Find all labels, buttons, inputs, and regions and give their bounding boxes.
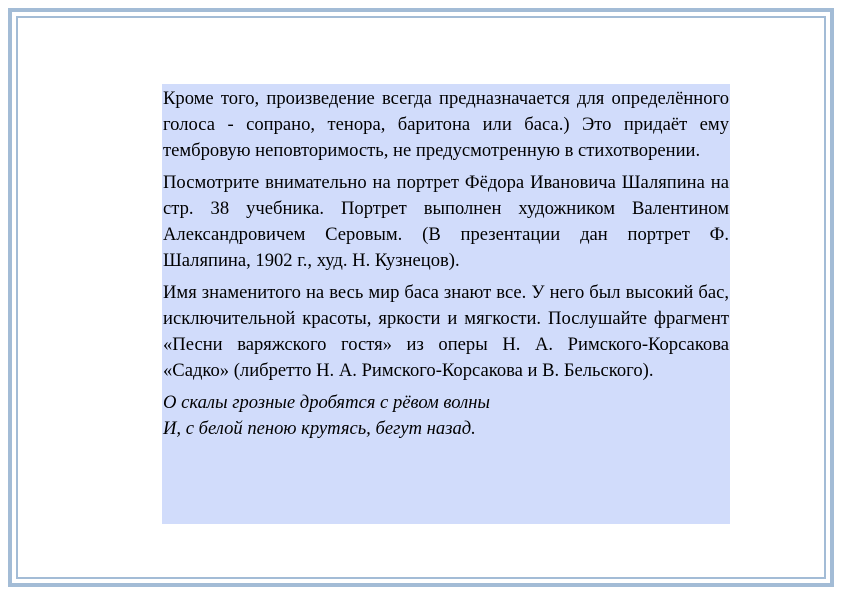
verse-line-2: И, с белой пеною крутясь, бегут назад.: [163, 418, 476, 439]
verse-line-1: О скалы грозные дробятся с рёвом волны: [163, 392, 491, 413]
text-box: [162, 84, 730, 524]
paragraph-portrait: Посмотрите внимательно на портрет Фёдора Ивановича Шаляпина на стр. 38 учебника. Портрет выполнен художником Валентином Александровичем Серовым. (В презентации дан портрет Ф. Шаляпина, 1902 г., худ. Н. Кузнецов).: [163, 172, 729, 271]
paragraph-bass: Имя знаменитого на весь мир баса знают все. У него был высокий бас, исключительной красоты, яркости и мягкости. Послушайте фрагмент «Песни варяжского гостя» из оперы Н. А. Римского-Корсакова «Садко» (либретто Н. А. Римского-Корсакова и В. Бельского).: [163, 282, 729, 381]
paragraph-timbre: Кроме того, произведение всегда предназначается для определённого голоса - сопрано, тенора, баритона или баса.) Это придаёт ему тембровую неповторимость, не предусмотренную в стихотворении.: [163, 88, 729, 161]
